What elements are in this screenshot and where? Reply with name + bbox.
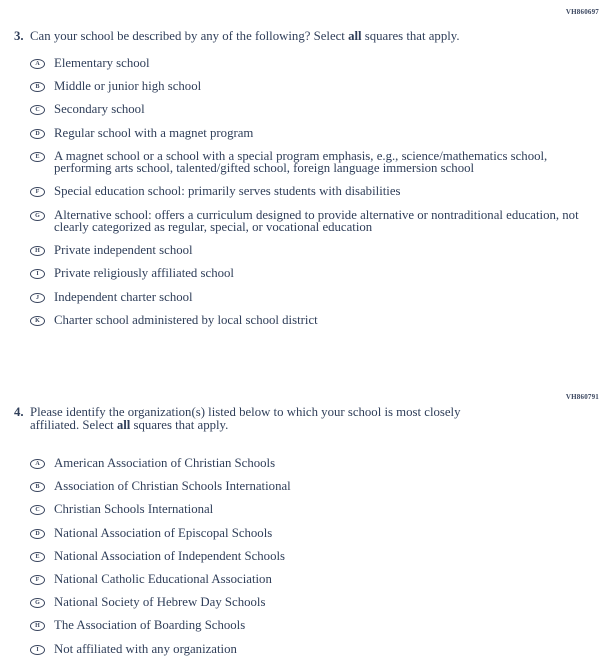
option-letter: G xyxy=(35,212,40,219)
answer-oval-icon[interactable] xyxy=(30,552,45,562)
option-letter: B xyxy=(35,84,40,91)
answer-oval-icon[interactable] xyxy=(30,152,45,162)
option-label: Private religiously affiliated school xyxy=(54,266,234,281)
answer-oval-icon[interactable] xyxy=(30,505,45,515)
answer-oval-icon[interactable] xyxy=(30,129,45,139)
option-label: Special education school: primarily serves students with disabilities xyxy=(54,184,401,199)
option-label: A magnet school or a school with a special program emphasis, e.g., science/mathematics school, performing arts school, talented/gifted school, foreign language immersion school xyxy=(54,148,548,176)
option-letter: C xyxy=(35,507,40,514)
answer-option-row[interactable] xyxy=(30,185,610,197)
option-letter: A xyxy=(35,61,40,67)
prompt-bold-text: all xyxy=(116,418,131,432)
option-label: Christian Schools International xyxy=(54,502,214,517)
answer-option-row[interactable] xyxy=(30,127,610,139)
option-letter: C xyxy=(35,107,40,114)
answer-oval-icon[interactable] xyxy=(30,211,45,221)
option-label: National Society of Hebrew Day Schools xyxy=(54,595,266,610)
option-label: American Association of Christian Schools xyxy=(54,456,276,470)
answer-option-row[interactable] xyxy=(30,550,610,562)
answer-oval-icon[interactable] xyxy=(30,293,45,303)
answer-option-row[interactable] xyxy=(30,503,610,515)
answer-option-row[interactable] xyxy=(30,619,610,631)
option-letter: F xyxy=(35,577,40,584)
answer-option-row[interactable] xyxy=(30,596,610,608)
answer-oval-icon[interactable] xyxy=(30,105,45,115)
answer-option-row[interactable] xyxy=(30,480,610,492)
option-label: Not affiliated with any organization xyxy=(54,641,237,656)
option-letter: D xyxy=(35,530,40,537)
option-letter: A xyxy=(35,461,40,467)
option-letter: H xyxy=(35,248,40,255)
answer-option-row[interactable] xyxy=(30,314,610,326)
option-letter: F xyxy=(35,189,40,196)
question-prompt xyxy=(30,30,460,43)
prompt-text: Can your school be described by any of the following? Select xyxy=(30,29,349,43)
question-number: 3. xyxy=(14,29,24,43)
answer-option-row[interactable] xyxy=(30,150,610,175)
option-label: Charter school administered by local school district xyxy=(54,312,318,327)
option-letter: J xyxy=(36,294,39,301)
answer-option-row[interactable] xyxy=(30,244,610,256)
option-letter: I xyxy=(36,271,39,278)
answer-option-row[interactable] xyxy=(30,103,610,115)
question-prompt xyxy=(30,406,482,432)
answer-option-row[interactable] xyxy=(30,457,610,469)
answer-option-row[interactable] xyxy=(30,291,610,303)
answer-oval-icon[interactable] xyxy=(30,187,45,197)
question-prompt-row xyxy=(0,30,610,43)
prompt-text: Please identify the organization(s) listed below to which your school is most closely affiliated. Select xyxy=(30,405,461,432)
answer-option-row[interactable] xyxy=(30,57,610,69)
option-label: National Association of Independent Schools xyxy=(54,548,286,563)
answer-oval-icon[interactable] xyxy=(30,269,45,279)
option-label: National Association of Episcopal Schools xyxy=(54,525,273,540)
prompt-text: squares that apply. xyxy=(130,418,229,432)
option-label: Elementary school xyxy=(54,56,150,70)
answer-option-row[interactable] xyxy=(30,80,610,92)
answer-oval-icon[interactable] xyxy=(30,246,45,256)
answer-oval-icon[interactable] xyxy=(30,59,45,69)
question-prompt-row xyxy=(0,406,610,432)
option-label: Alternative school: offers a curriculum designed to provide alternative or nontraditional education, not clearly categorized as regular, special, or vocational education xyxy=(54,207,579,235)
answer-oval-icon[interactable] xyxy=(30,598,45,608)
answer-option-row[interactable] xyxy=(30,573,610,585)
option-letter: E xyxy=(35,553,40,560)
answer-option-row[interactable] xyxy=(30,643,610,655)
answer-oval-icon[interactable] xyxy=(30,316,45,326)
option-letter: E xyxy=(35,153,40,160)
options-list xyxy=(0,457,610,655)
answer-oval-icon[interactable] xyxy=(30,529,45,539)
form-item-code: VH860791 xyxy=(565,393,599,401)
option-label: National Catholic Educational Association xyxy=(54,572,272,587)
option-letter: I xyxy=(36,646,39,653)
answer-option-row[interactable] xyxy=(30,209,610,234)
question-number: 4. xyxy=(14,405,24,419)
question-4-block xyxy=(0,385,610,666)
option-letter: K xyxy=(35,317,40,324)
answer-oval-icon[interactable] xyxy=(30,459,45,469)
option-letter: H xyxy=(35,623,40,630)
option-label: Regular school with a magnet program xyxy=(54,125,254,140)
option-letter: G xyxy=(35,600,40,607)
option-label: Independent charter school xyxy=(54,289,193,304)
answer-oval-icon[interactable] xyxy=(30,575,45,585)
answer-oval-icon[interactable] xyxy=(30,482,45,492)
option-letter: D xyxy=(35,130,40,137)
option-label: Middle or junior high school xyxy=(54,79,202,94)
answer-oval-icon[interactable] xyxy=(30,645,45,655)
option-label: Association of Christian Schools International xyxy=(54,479,291,494)
option-letter: B xyxy=(35,484,40,491)
option-label: Private independent school xyxy=(54,243,193,258)
answer-option-row[interactable] xyxy=(30,527,610,539)
answer-oval-icon[interactable] xyxy=(30,621,45,631)
options-list xyxy=(0,57,610,326)
form-item-code: VH860697 xyxy=(565,8,599,16)
option-label: The Association of Boarding Schools xyxy=(54,618,246,633)
prompt-bold-text: all xyxy=(348,29,362,43)
prompt-text: squares that apply. xyxy=(361,29,460,43)
option-label: Secondary school xyxy=(54,102,145,117)
answer-oval-icon[interactable] xyxy=(30,82,45,92)
answer-option-row[interactable] xyxy=(30,267,610,279)
